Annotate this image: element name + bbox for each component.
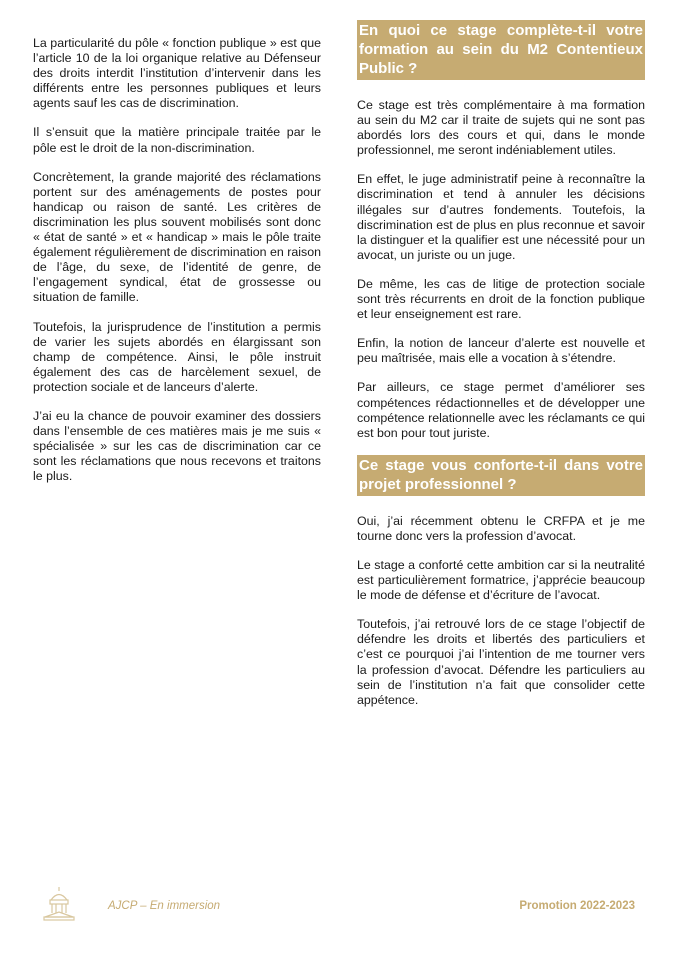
paragraph: J’ai eu la chance de pouvoir examiner des dossiers dans l’ensemble de ces matières mais je me suis « spécialisée » sur les cas de discrimination car ce sont les réclamations que nous recevons et traitons le plus. bbox=[33, 408, 321, 484]
right-column bbox=[357, 20, 645, 722]
section-heading-formation: En quoi ce stage complète-t-il votre formation au sein du M2 Contentieux Public ? bbox=[357, 20, 645, 80]
paragraph: Oui, j’ai récemment obtenu le CRFPA et je me tourne donc vers la profession d’avocat. bbox=[357, 513, 645, 543]
paragraph: Par ailleurs, ce stage permet d’améliorer ses compétences rédactionnelles et de développer une compétence relationnelle avec les réclamants ce qui est bon pour tout juriste. bbox=[357, 380, 645, 440]
paragraph: Ce stage est très complémentaire à ma formation au sein du M2 car il traite de sujets qui ne sont pas abordés lors des cours et qui, dans le monde professionnel, me seront indéniablement utiles. bbox=[357, 98, 645, 158]
paragraph: Le stage a conforté cette ambition car si la neutralité est particulièrement formatrice, j’apprécie beaucoup le mode de défense et d’écriture de l’avocat. bbox=[357, 557, 645, 603]
paragraph: Toutefois, j’ai retrouvé lors de ce stage l’objectif de défendre les droits et libertés des particuliers et c’est ce pourquoi j’ai l’intention de me tourner vers la profession d’avocat. Défendre les particuliers au sein de l’institution n’a fait que consolider cette appétence. bbox=[357, 617, 645, 707]
section-heading-projet: Ce stage vous conforte-t-il dans votre projet professionnel ? bbox=[357, 455, 645, 496]
paragraph: Toutefois, la jurisprudence de l’institution a permis de varier les sujets abordés en élargissant son champ de compétence. Ainsi, le pôle instruit également des cas de harcèlement sexuel, de protection sociale et de lanceurs d’alerte. bbox=[33, 319, 321, 394]
paragraph: En effet, le juge administratif peine à reconnaître la discrimination et tend à annuler les décisions illégales sur d’autres fondements. Toutefois, la discrimination est de plus en plus reconnue et savoir la distinguer et la qualifier est une nécessité pour un avocat, un juriste ou un juge. bbox=[357, 172, 645, 262]
paragraph: Il s’ensuit que la matière principale traitée par le pôle est le droit de la non-discrimination. bbox=[33, 125, 321, 155]
paragraph: De même, les cas de litige de protection sociale sont très récurrents en droit de la fonction publique et leur enseignement est rare. bbox=[357, 276, 645, 322]
paragraph: Enfin, la notion de lanceur d’alerte est nouvelle et peu maîtrisée, mais elle a vocation à s’étendre. bbox=[357, 336, 645, 366]
footer-promotion-label: Promotion 2022-2023 bbox=[519, 900, 635, 912]
paragraph: La particularité du pôle « fonction publique » est que l’article 10 de la loi organique relative au Défenseur des droits interdit l’institution d’intervenir dans les différents entre les personnes publiques et leurs agents sauf les cas de discrimination. bbox=[33, 36, 321, 111]
left-column bbox=[33, 36, 321, 498]
footer-publication-label: AJCP – En immersion bbox=[108, 900, 221, 912]
paragraph: Concrètement, la grande majorité des réclamations portent sur des aménagements de postes pour handicap ou raison de santé. Les critères de discrimination les plus souvent mobilisés sont donc « état de santé » et « handicap » mais le pôle traite également régulièrement de discrimination en raison de l’âge, du sexe, de l’identité de genre, de l’engagement syndical, état de grossesse ou situation de famille. bbox=[33, 169, 321, 305]
pantheon-dome-icon bbox=[42, 886, 76, 922]
